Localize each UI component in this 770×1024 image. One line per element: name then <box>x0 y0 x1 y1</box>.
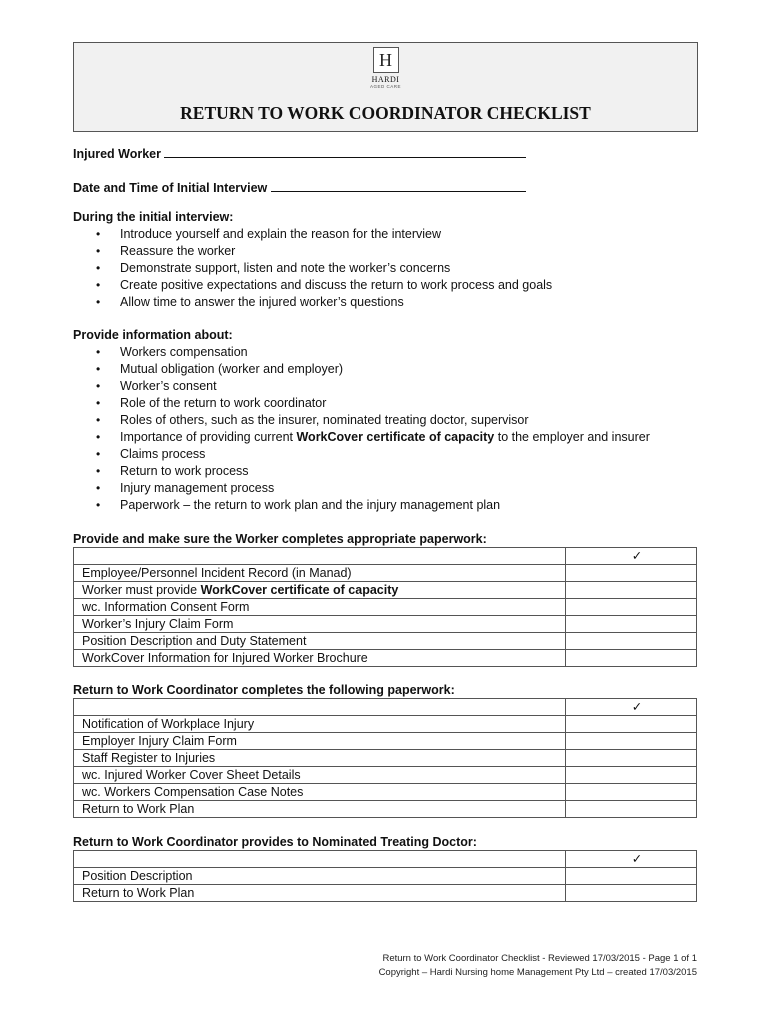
table-cell: Worker’s Injury Claim Form <box>74 616 566 633</box>
coordinator-paperwork-heading: Return to Work Coordinator completes the following paperwork: <box>73 683 455 697</box>
table-row <box>74 784 697 801</box>
header-box <box>73 42 698 132</box>
list-item: • Worker’s consent <box>90 378 650 395</box>
table-header-row <box>74 548 697 565</box>
table-cell: wc. Workers Compensation Case Notes <box>74 784 566 801</box>
table-row <box>74 801 697 818</box>
check-cell[interactable] <box>566 616 697 633</box>
check-cell[interactable] <box>566 633 697 650</box>
list-item: • Return to work process <box>90 463 650 480</box>
checkmark-icon: ✓ <box>566 851 697 868</box>
worker-must-provide-text: Worker must provide <box>82 583 201 597</box>
list-item: • Role of the return to work coordinator <box>90 395 650 412</box>
list-item: • Paperwork – the return to work plan and the injury management plan <box>90 497 650 514</box>
coordinator-paperwork-table <box>73 698 697 818</box>
table-row <box>74 650 697 667</box>
table-cell: Position Description and Duty Statement <box>74 633 566 650</box>
check-cell[interactable] <box>566 582 697 599</box>
list-item <box>90 429 650 446</box>
table-row <box>74 733 697 750</box>
table-row <box>74 767 697 784</box>
importance-text: Importance of providing current <box>120 430 297 444</box>
list-item: • Workers compensation <box>90 344 650 361</box>
hardi-logo <box>366 47 406 89</box>
list-item: • Reassure the worker <box>90 243 552 260</box>
document-title: RETURN TO WORK COORDINATOR CHECKLIST <box>180 103 591 123</box>
injured-worker-field <box>73 144 526 161</box>
doctor-paperwork-heading: Return to Work Coordinator provides to Nominated Treating Doctor: <box>73 835 477 849</box>
list-item: • Injury management process <box>90 480 650 497</box>
table-row <box>74 633 697 650</box>
table-cell: Employer Injury Claim Form <box>74 733 566 750</box>
injured-worker-label: Injured Worker <box>73 147 161 161</box>
list-item: • Claims process <box>90 446 650 463</box>
check-cell[interactable] <box>566 565 697 582</box>
worker-paperwork-heading: Provide and make sure the Worker completes appropriate paperwork: <box>73 532 487 546</box>
table-cell: WorkCover Information for Injured Worker Brochure <box>74 650 566 667</box>
table-cell: Return to Work Plan <box>74 885 566 902</box>
table-cell: wc. Injured Worker Cover Sheet Details <box>74 767 566 784</box>
interview-date-line[interactable] <box>271 178 526 192</box>
table-row <box>74 716 697 733</box>
footer-review-line: Return to Work Coordinator Checklist - Reviewed 17/03/2015 - Page 1 of 1 <box>382 953 697 964</box>
table-row <box>74 582 697 599</box>
check-cell[interactable] <box>566 784 697 801</box>
interview-date-label: Date and Time of Initial Interview <box>73 181 268 195</box>
interview-heading: During the initial interview: <box>73 210 234 224</box>
check-cell[interactable] <box>566 801 697 818</box>
table-cell: Employee/Personnel Incident Record (in Manad) <box>74 565 566 582</box>
check-cell[interactable] <box>566 767 697 784</box>
logo-subtitle: AGED CARE <box>369 84 401 89</box>
doctor-paperwork-table <box>73 850 697 902</box>
table-cell: Staff Register to Injuries <box>74 750 566 767</box>
interview-date-field <box>73 178 526 195</box>
table-header-row <box>74 851 697 868</box>
table-cell: wc. Information Consent Form <box>74 599 566 616</box>
list-item: • Create positive expectations and discuss the return to work process and goals <box>90 277 552 294</box>
list-item: • Roles of others, such as the insurer, nominated treating doctor, supervisor <box>90 412 650 429</box>
check-cell[interactable] <box>566 868 697 885</box>
certificate-text: WorkCover certificate of capacity <box>200 583 399 597</box>
page-footer <box>379 952 697 980</box>
table-row <box>74 599 697 616</box>
table-row <box>74 885 697 902</box>
check-cell[interactable] <box>566 716 697 733</box>
certificate-text: WorkCover certificate of capacity <box>296 430 495 444</box>
check-cell[interactable] <box>566 733 697 750</box>
logo-name: HARDI <box>371 75 400 84</box>
list-item: • Allow time to answer the injured worker’s questions <box>90 294 552 311</box>
info-heading: Provide information about: <box>73 328 233 342</box>
importance-tail: to the employer and insurer <box>494 430 650 444</box>
list-item: • Demonstrate support, listen and note the worker’s concerns <box>90 260 552 277</box>
footer-copyright-line: Copyright – Hardi Nursing home Management Pty Ltd – created 17/03/2015 <box>378 967 697 978</box>
check-cell[interactable] <box>566 599 697 616</box>
check-cell[interactable] <box>566 885 697 902</box>
table-row <box>74 565 697 582</box>
logo-mark: H <box>373 47 399 73</box>
table-row <box>74 868 697 885</box>
checkmark-icon: ✓ <box>566 699 697 716</box>
checkmark-icon: ✓ <box>566 548 697 565</box>
check-cell[interactable] <box>566 650 697 667</box>
table-row <box>74 750 697 767</box>
table-cell: Return to Work Plan <box>74 801 566 818</box>
list-item: • Mutual obligation (worker and employer) <box>90 361 650 378</box>
table-cell <box>74 582 566 599</box>
table-cell: Position Description <box>74 868 566 885</box>
table-header-row <box>74 699 697 716</box>
info-list <box>90 344 650 514</box>
list-item: • Introduce yourself and explain the reason for the interview <box>90 226 552 243</box>
worker-paperwork-table <box>73 547 697 667</box>
interview-list <box>90 226 552 311</box>
check-cell[interactable] <box>566 750 697 767</box>
injured-worker-line[interactable] <box>164 144 526 158</box>
table-cell: Notification of Workplace Injury <box>74 716 566 733</box>
table-row <box>74 616 697 633</box>
